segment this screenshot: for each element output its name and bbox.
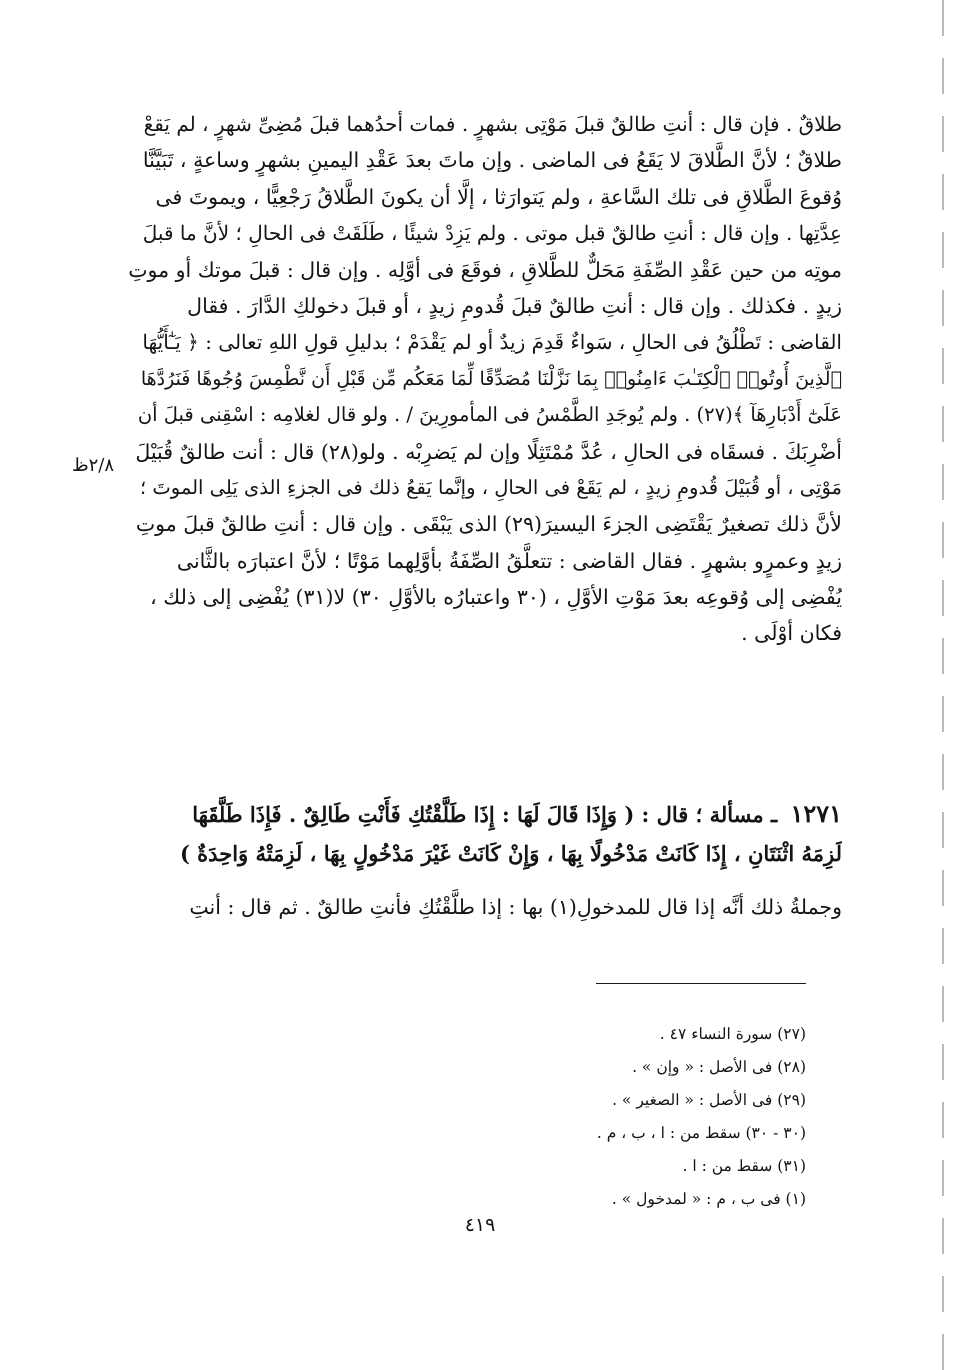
text-line: زيدٍ . فكذلك . وإن قال : أنتِ طالقٌ قبلَ قُدومِ زيدٍ ، أو قبلَ دخولكِ الدَّارَ . فقال <box>187 293 842 318</box>
continuation-paragraph: وجملةُ ذلك أنَّه إذا قال للمدخولِ(١) بها : إذا طلَّقْتُكِ فأنتِ طالقٌ . ثم قال : أنتِ <box>189 895 842 919</box>
text-line: وُقوعَ الطَّلاقِ فى تلك السَّاعةِ ، ولم يَتوارَثا ، إلَّا أن يكونَ الطَّلاقُ رَجْعِيًّا ، ويموتَ فى <box>155 184 842 209</box>
issue-line-2: لَزِمَهُ اثْنَتَانِ ، إِذَا كَانَتْ مَدْخُولًا بِهَا ، وَإِنْ كَانَتْ غَيْرَ مَدْخُولٍ بِهَا ، لَزِمَتْهُ وَاحِدَةٌ ) <box>179 841 842 866</box>
footnote: (٢٨) فى الأصل : « وإن » . <box>632 1058 806 1076</box>
text-line: طلاقٌ ؛ لأنَّ الطَّلاقَ لا يَقَعُ فى الماضى . وإن ماتَ بعدَ عَقْدِ اليمينِ بشهرٍ وساعةٍ ، تَبَيَّنَّا <box>142 148 842 173</box>
text-line: القاضى : تَطْلُقُ فى الحالِ ، سَواءٌ قَدِمَ زيدٌ أو لم يَقْدَمْ ؛ بدليلِ قولِ اللهِ تعالى : ﴿ يَـٰٓأَيُّهَا <box>142 330 842 355</box>
issue-heading <box>128 794 842 874</box>
issue-text: ـ مسألة ؛ قال : ( وَإِذَا قَالَ لَهَا : إِذَا طَلَّقْتُكِ فَأَنْتِ طَالِقٌ . فَإِذَا طَلَّقَهَا <box>192 802 778 827</box>
footnote-divider <box>596 983 806 984</box>
text-line: لأنَّ ذلك تصغيرٌ يَقْتَضِى الجزءَ اليسيرَ(٢٩) الذى يَبْقَى . وإن قال : أنتِ طالقٌ قبلَ موتِ <box>135 512 842 537</box>
issue-line-1 <box>128 794 842 834</box>
text-line: عِدَّتِها . وإن قال : أنتِ طالقٌ قبل موتى . ولم يَزِدْ شيئًا ، طَلَقَتْ فى الحالِ ؛ لأنَّ ما قبلَ <box>142 221 842 246</box>
text-line: طلاقٌ . فإن قال : أنتِ طالقٌ قبلَ مَوْتِى بشهرٍ . فمات أحدُهما قبلَ مُضِىِّ شهرٍ ، لم يَقعْ <box>143 112 842 136</box>
footnote: (٢٧) سورة النساء ٤٧ . <box>659 1025 806 1043</box>
text-line: عَلَىٰٓ أَدْبَارِهَآ ﴾(٢٧) . ولم يُوجَدِ الطَّمْسُ فى المأمورِينَ / . ولو قال لغلامِه : اسْقِنى قبلَ أن <box>137 403 842 427</box>
footnote: (١) فى ب ، م : « لمدخول » . <box>611 1190 806 1208</box>
footnote: (٣٠ - ٣٠) سقط من : ا ، ب ، م . <box>596 1124 806 1142</box>
binding-edge-line <box>942 0 944 1370</box>
text-line: يُفْضِى إلى وُقوعِه بعدَ مَوْتِ الأوَّلِ ، (٣٠ واعتبارُه بالأوَّلِ ٣٠) لا(٣١) يُفْضِى إلى ذلك ، <box>150 585 842 610</box>
text-line: موتِه من حين عَقْدِ الصِّفَةِ مَحَلٌّ للطَّلاقِ ، فوقَعَ فى أوَّلِه . وإن قال : قبلَ موتك أو موتِ <box>128 257 842 282</box>
footnote: (٣١) سقط من : ا . <box>682 1157 806 1175</box>
body-text <box>128 106 842 652</box>
issue-number: ١٢٧١ <box>790 799 842 828</box>
text-line: زيدٍ وعمرٍو بشهرٍ . فقال القاضى : تتعلَّقُ الصِّفَةُ بأوَّلِهما مَوْتًا ؛ لأنَّ اعتبارَه بالثَّانى <box>176 548 842 573</box>
text-line: أضْرِبَكَ . فسقَاه فى الحالِ ، عُدَّ مُمْتَثِلًا وإن لم يَضرِبْه . ولو(٢٨) قال : أنت طالقٌ قُبَيْلَ <box>135 439 842 464</box>
page-number: ٤١٩ <box>464 1214 496 1236</box>
text-line: فكان أوْلَى . <box>741 621 842 646</box>
footnote: (٢٩) فى الأصل : « الصغير » . <box>612 1091 806 1109</box>
text-line: مَوْتِى ، أو قُبَيْلَ قُدومِ زيدٍ ، لم يَقَعْ فى الحالِ ، وإنَّما يَقعُ ذلك فى الجزءِ الذى يَلِى الموتَ ؛ <box>140 475 842 499</box>
margin-folio-note: ٢/٨ظ <box>71 455 114 476</box>
footnotes <box>420 1018 806 1216</box>
text-line: ٱلَّذِينَ أُوتُوا۟ ٱلْكِتَـٰبَ ءَامِنُوا۟ بِمَا نَزَّلْنَا مُصَدِّقًا لِّمَا مَعَكُم مِّن قَبْلِ أَن نَّطْمِسَ وُجُوهًا فَنَرُدَّهَا <box>140 367 842 390</box>
